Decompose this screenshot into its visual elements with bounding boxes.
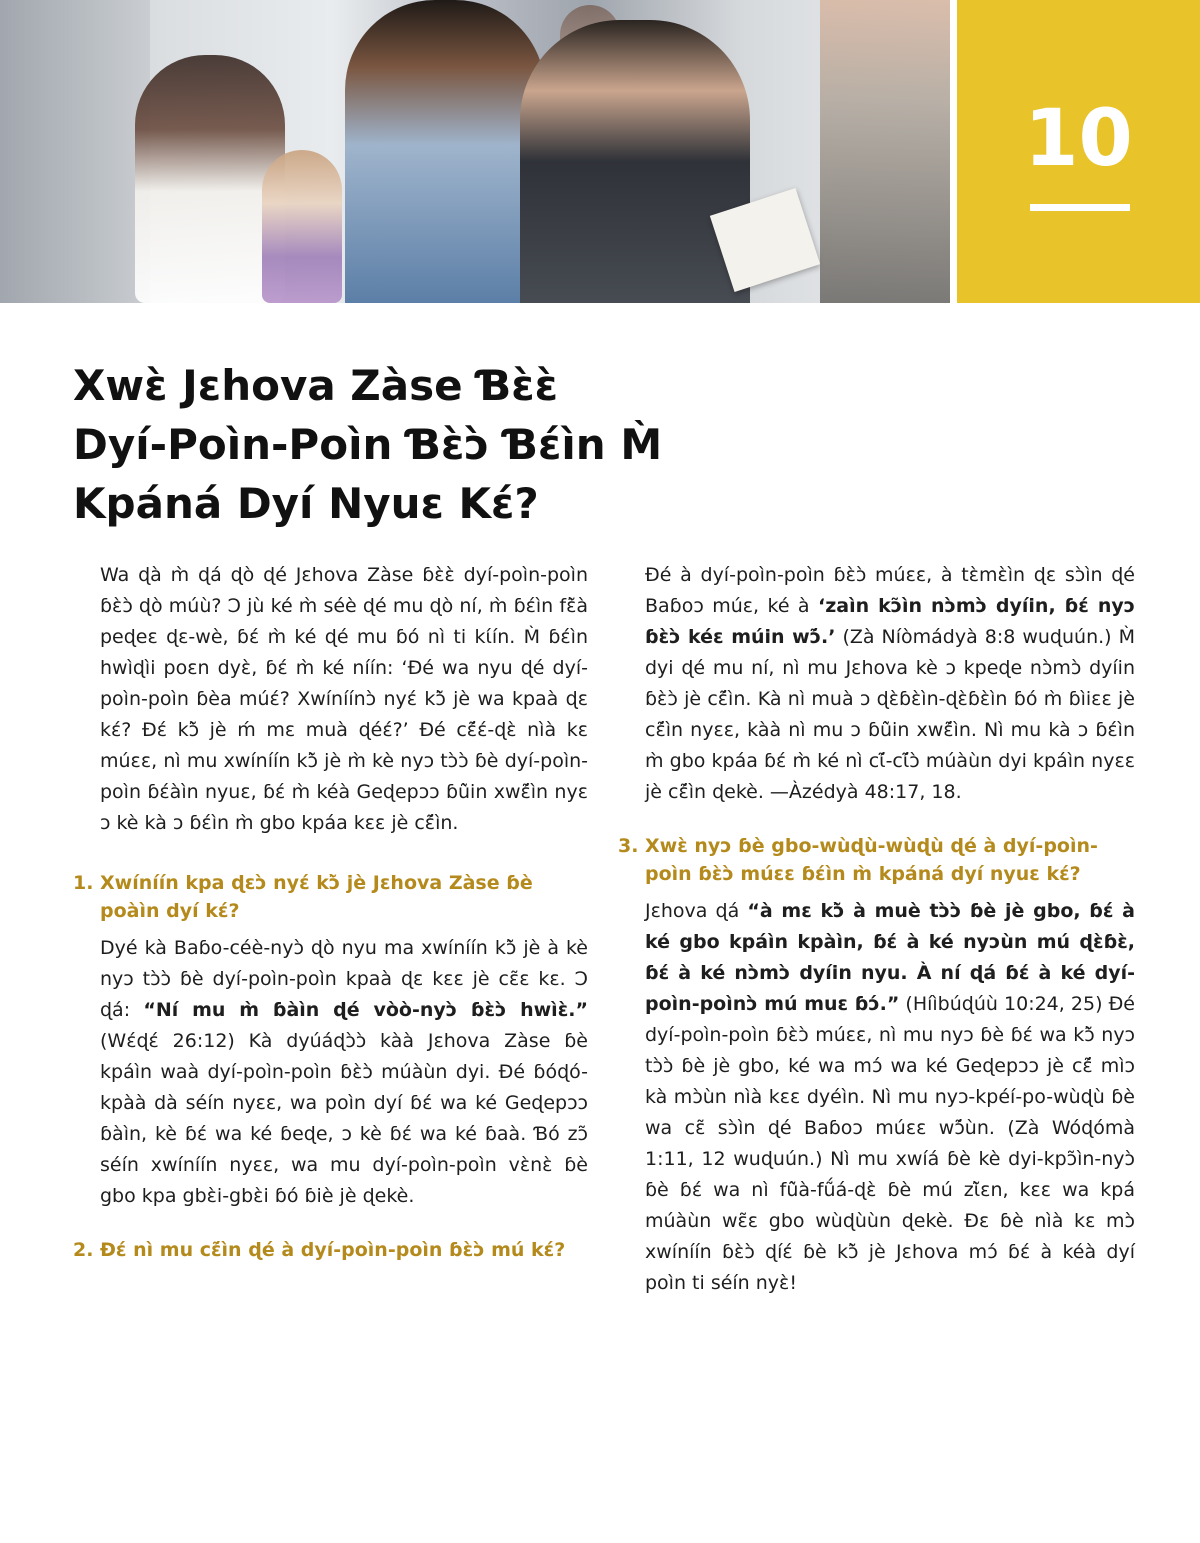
header-photo bbox=[0, 0, 950, 303]
photo-figure-man-suit bbox=[520, 20, 750, 303]
column-right bbox=[618, 560, 1135, 1299]
question-3-number: 3. bbox=[618, 835, 639, 857]
title-line-2: Dyí-Poìn-Poìn Ɓɛ̀ɔ̀ Ɓɛ́ìn M̀ bbox=[73, 420, 663, 469]
lesson-number: 10 bbox=[1024, 94, 1133, 184]
photo-figure-man-right bbox=[820, 0, 950, 303]
answer-1-text-a: Dyé kà Baɓo-céè-nyɔ̀ ɖò nyu ma xwíníín kɔ̃̀ jè à kè nyɔ tɔ̀ɔ̀ ɓè dyí-poìn-poìn kpaà ɖɛ kɛɛ jè cɛ̃ɛ kɛ. Ɔ ɖá: bbox=[100, 937, 588, 1021]
answer-2-paragraph bbox=[645, 560, 1135, 808]
answer-1-paragraph bbox=[100, 933, 588, 1212]
answer-3-text-a: Jɛhova ɖá bbox=[645, 900, 748, 922]
answer-2-text-a: Ɖé à dyí-poìn-poìn ɓɛ̀ɔ̀ múɛɛ, à tɛ̀mɛ̀ìn ɖɛ sɔ̀ìn ɖé Baɓoɔ múɛ, ké à bbox=[645, 564, 1135, 617]
answer-3-paragraph bbox=[645, 896, 1135, 1299]
answer-3-scripture-quote: “à mɛ kɔ̃̀ à muè tɔ̀ɔ̀ ɓè jè gbo, ɓɛ́ à ké gbo kpáìn kpàìn, ɓɛ́ à ké nyɔùn mú ɖɛ̀ɓɛ̀, ɓɛ́ à ké nɔ̀mɔ̀ dyíin nyu. À ní ɖá ɓɛ́ à ké dyí-poìn-poìnɔ̀ mú muɛ ɓɔ́.” bbox=[645, 900, 1135, 1015]
lesson-number-underline bbox=[1030, 204, 1130, 211]
question-3-text: Xwɛ̀ nyɔ ɓè gbo-wùɖù-wùɖù ɖé à dyí-poìn-poìn ɓɛ̀ɔ̀ múɛɛ ɓɛ́ìn m̀ kpáná dyí nyuɛ kɛ́? bbox=[645, 835, 1098, 885]
answer-2-text-b: (Zà Níòmádyà 8:8 wuɖuún.) M̀ dyi ɖé mu ní, nì mu Jɛhova kè ɔ kpeɖe nɔ̀mɔ̀ dyíin ɓɛ̀ɔ̀ jè cɛ̃́ìn. Kà nì muà ɔ ɖɛ̀ɓɛ̀ìn-ɖɛ̀ɓɛ̀ìn ɓó m̀ ɓìiɛɛ jè cɛ̃́ìn nyɛɛ, kàà nì mu ɔ ɓũ̀in xwɛ̃́ìn. Nì mu kà ɔ ɓɛ́ìn m̀ gbo kpáa ɓɛ́ m̀ ké nì cɩ̃́-cɩ̃́ɔ̀ múàùn dyi kpáìn nyɛɛ jè cɛ̃́ìn ɖekè. —Àzédyà 48:17, 18. bbox=[645, 626, 1135, 803]
question-1-heading bbox=[73, 869, 588, 925]
question-1-number: 1. bbox=[73, 872, 94, 894]
answer-1-scripture-quote: “Ní mu m̀ ɓàìn ɖé vòò-nyɔ̀ ɓɛ̀ɔ̀ hwìɛ̀.” bbox=[143, 999, 588, 1021]
question-2-heading bbox=[73, 1236, 588, 1264]
title-line-1: Xwɛ̀ Jɛhova Zàse Ɓɛ̀ɛ̀ bbox=[73, 361, 559, 410]
column-left bbox=[73, 560, 588, 1272]
title-line-3: Kpáná Dyí Nyuɛ Kɛ́? bbox=[73, 479, 539, 528]
lesson-number-box bbox=[957, 0, 1200, 303]
answer-1-text-b: (Wɛ́ɖɛ́ 26:12) Kà dyúáɖɔ̀ɔ̀ kàà Jɛhova Zàse ɓè kpáìn waà dyí-poìn-poìn ɓɛ̀ɔ̀ múàùn dyi. Ɖé ɓóɖó-kpàà dà séín nyɛɛ, wa poìn dyí ɓɛ́ wa ké Geɖepɔɔ ɓàìn, kè ɓɛ́ wa ké ɓeɖe, ɔ kè ɓɛ́ wa ké ɓaà. Ɓó zɔ̃ séín xwíníín nyɛɛ, wa mu dyí-poìn-poìn vɛ̀nɛ̀ ɓè gbo kpa gbɛ̀i-gbɛ̀i ɓó ɓiè jè ɖekè. bbox=[100, 1030, 588, 1207]
question-3-heading bbox=[618, 832, 1135, 888]
page-title bbox=[73, 356, 793, 533]
answer-3-text-b: (Híìbúɖúù 10:24, 25) Ɖé dyí-poìn-poìn ɓɛ̀ɔ̀ múɛɛ, nì mu nyɔ ɓè ɓɛ́ wa kɔ̃̀ nyɔ tɔ̀ɔ̀ ɓè jè gbo, ké wa mɔ́ wa ké Geɖepɔɔ jè cɛ̃́ mìɔ kà mɔ̀ùn nìà kɛɛ dyéìn. Nì mu nyɔ-kpéí-po-wùɖù ɓè wa cɛ̃ sɔ̀ìn ɖé Baɓoɔ múɛɛ wɔ̃́ùn. (Zà Wóɖómà 1:11, 12 wuɖuún.) Nì mu xwíá ɓè kè dyi-kpɔ̃ìn-nyɔ̀ ɓè ɓɛ́ wa nì fũ̀à-fṹá-ɖɛ̀ ɓè mú zɩ̃̀ɛn, kɛɛ wa kpá múàùn wɛ̃ɛ gbo wùɖùùn ɖekè. Ɖɛ ɓè nìà kɛ mɔ̀ xwíníín ɓɛ̀ɔ̀ ɖíɛ́ ɓè kɔ̃̀ jè Jɛhova mɔ́ ɓɛ́ à kéà dyí poìn ti séín nyɛ̀! bbox=[645, 993, 1135, 1294]
photo-figure-girl bbox=[262, 150, 342, 303]
question-1-text: Xwíníín kpa ɖɛɔ̀ nyɛ́ kɔ̃̀ jè Jɛhova Zàse ɓè poàìn dyí kɛ́? bbox=[100, 872, 533, 922]
answer-2-scripture-quote: ‘zaìn kɔ̃ìn nɔ̀mɔ̀ dyíin, ɓɛ́ nyɔ ɓɛ̀ɔ̀ kéɛ múin wɔ̃́.’ bbox=[645, 595, 1135, 648]
intro-paragraph: Wa ɖà m̀ ɖá ɖò ɖé Jɛhova Zàse ɓɛ̀ɛ̀ dyí-poìn-poìn ɓɛ̀ɔ̀ ɖò múù? Ɔ jù ké m̀ séè ɖé mu ɖò ní, m̀ ɓɛ́ìn fɛ̃̀à peɖeɛ ɖɛ-wè, ɓɛ́ m̀ ké ɖé mu ɓó nì ti kɩ́ín. M̀ ɓɛ́ìn hwìɖìi poɛn dyɛ̀, ɓɛ́ m̀ ké níín: ‘Ɖé wa nyu ɖé dyí-poìn-poìn ɓèa múɛ́? Xwíníínɔ̀ nyɛ́ kɔ̃̀ jè wa kpaà ɖɛ kɛ́? Ɖɛ́ kɔ̃̀ jè ḿ mɛ muà ɖéɛ́?’ Ɖé cɛ̃́ɛ́-ɖɛ̀ nìà kɛ múɛɛ, nì mu xwíníín kɔ̃̀ jè m̀ kè nyɔ tɔ̀ɔ̀ ɓè dyí-poìn-poìn ɓɛ́àìn nyuɛ, ɓɛ́ m̀ kéà Geɖepɔɔ ɓũ̀in xwɛ̃́ìn nyɛ ɔ kè kà ɔ ɓɛ́ìn m̀ gbo kpáa kɛɛ jè cɛ̃́ìn. bbox=[100, 564, 588, 834]
question-2-number: 2. bbox=[73, 1239, 94, 1261]
photo-figure-man-left bbox=[345, 0, 545, 303]
photo-figure-blur bbox=[0, 0, 150, 303]
question-2-text: Ɖɛ́ nì mu cɛ̃́ìn ɖé à dyí-poìn-poìn ɓɛ̀ɔ̀ mú kɛ́? bbox=[100, 1239, 566, 1261]
